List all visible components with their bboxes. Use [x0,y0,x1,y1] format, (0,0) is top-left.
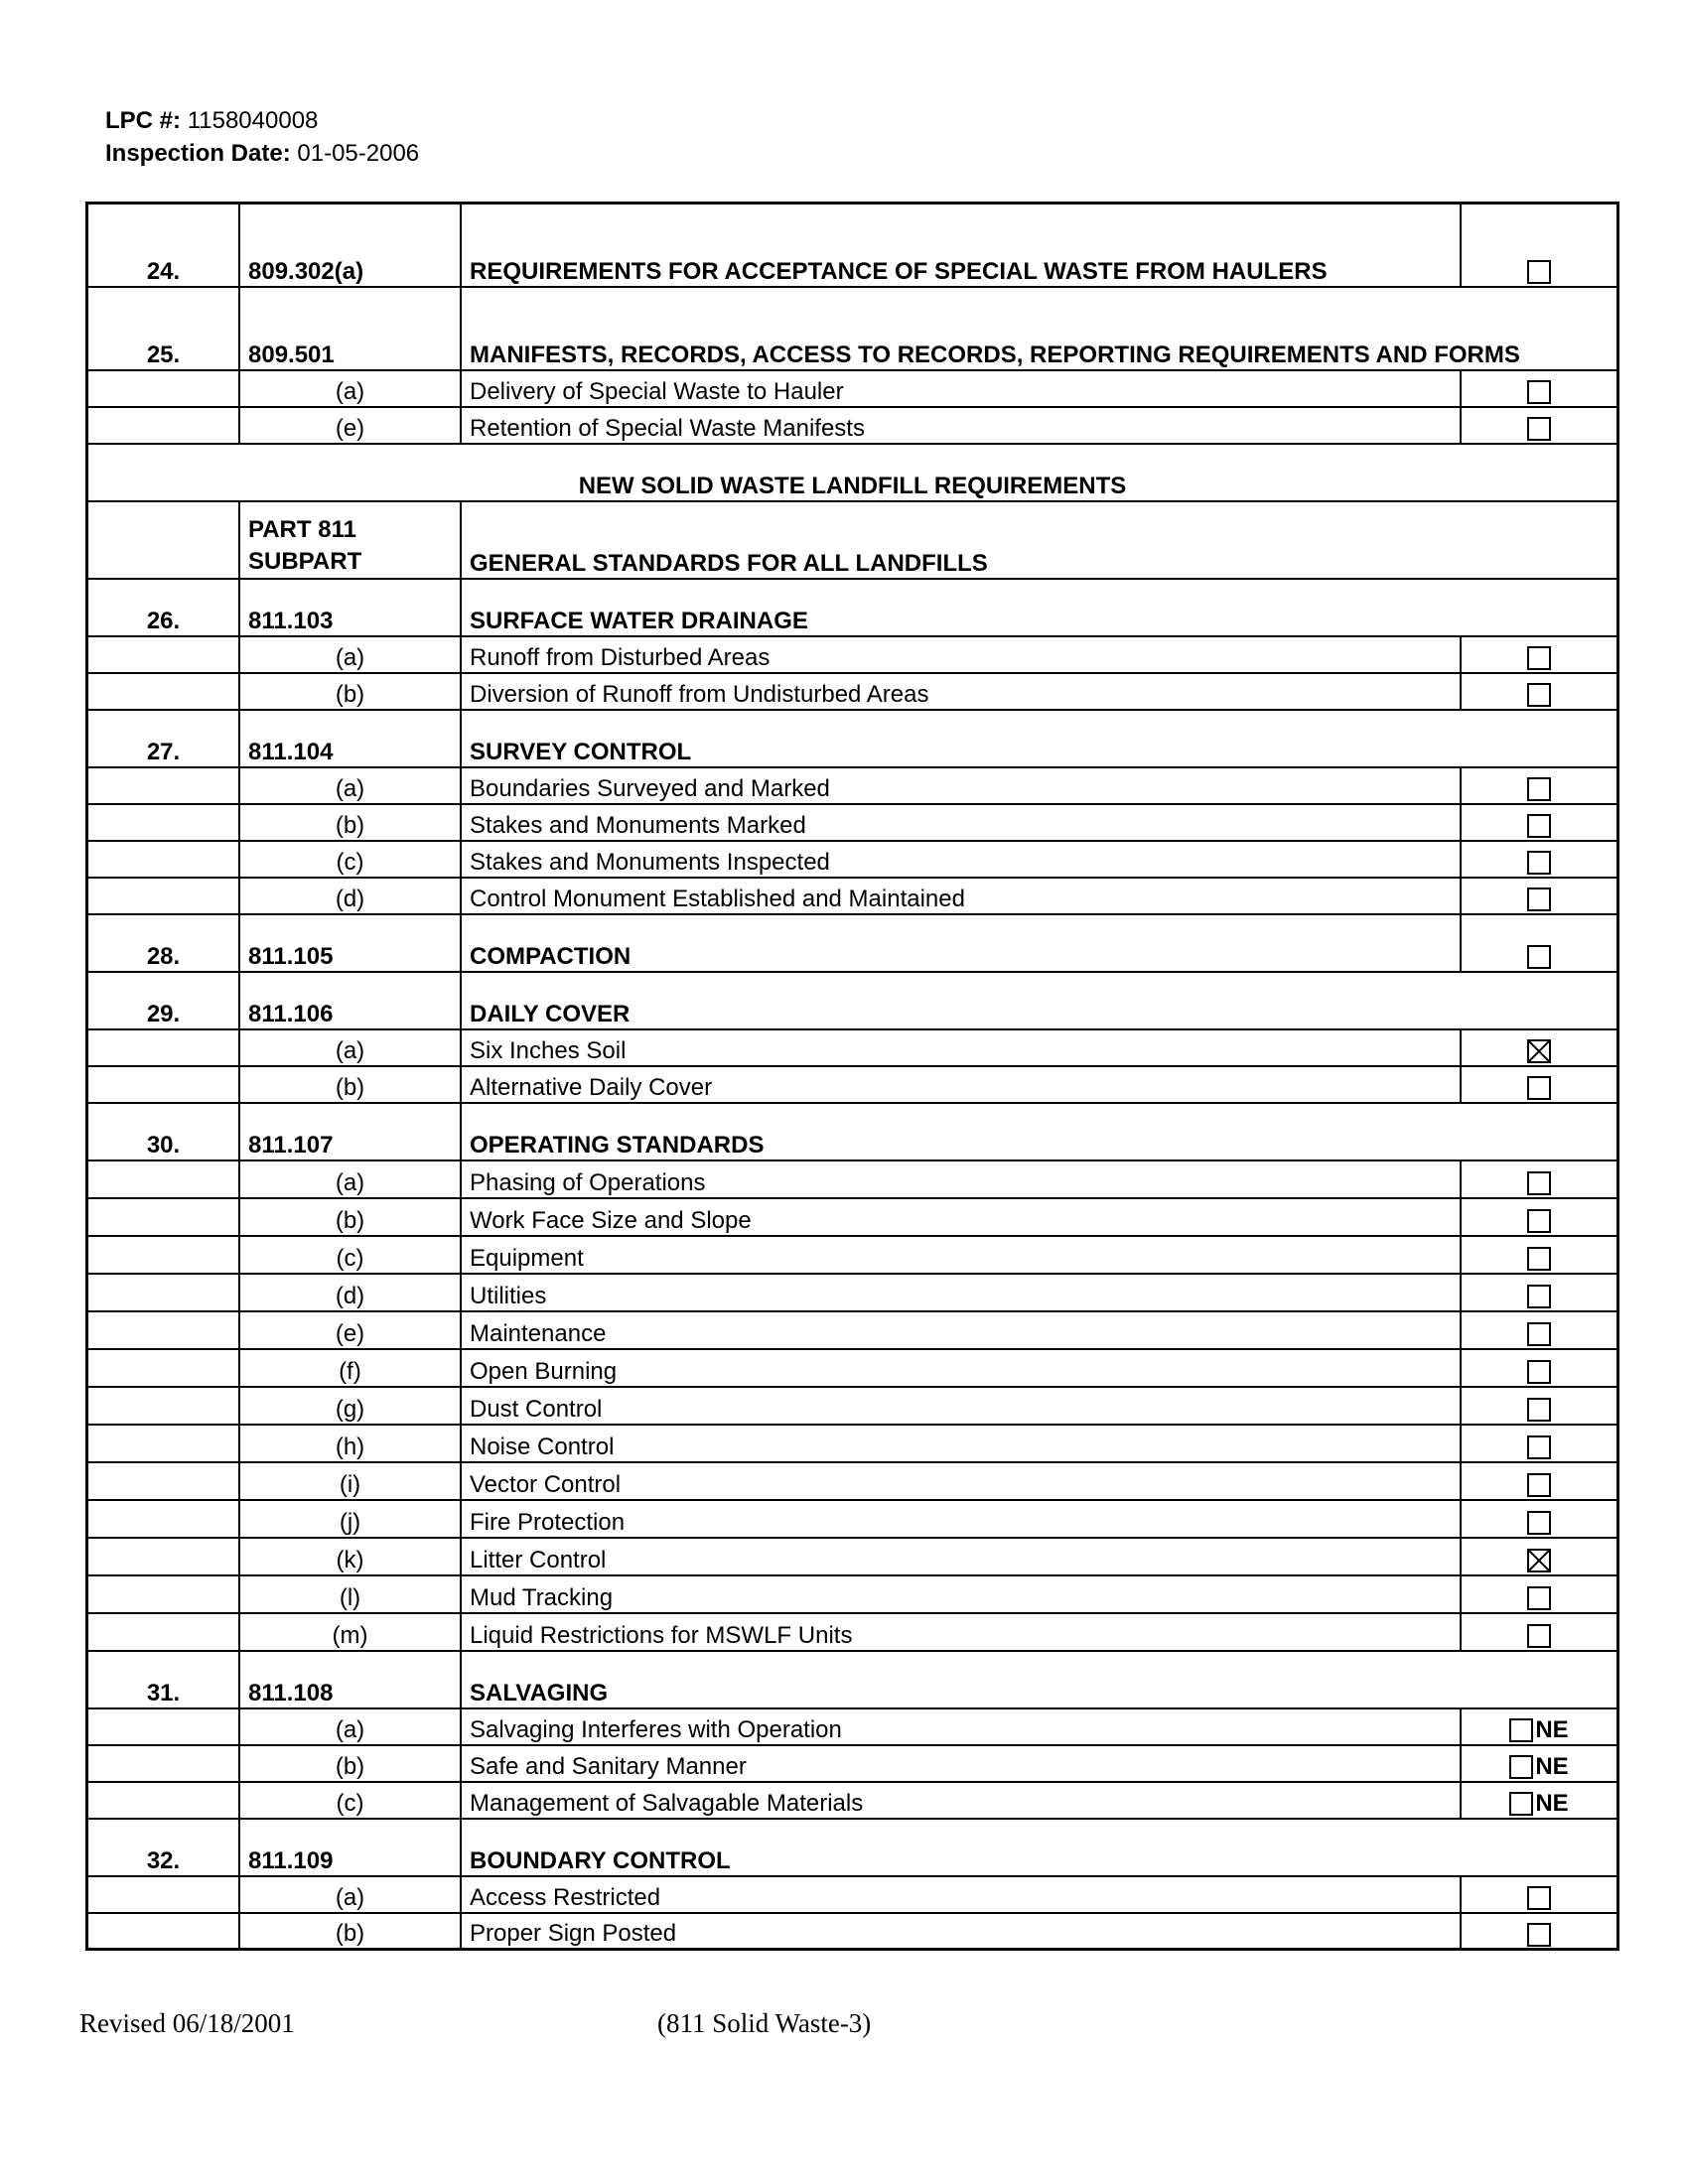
checkbox[interactable] [1527,1322,1551,1346]
inspection-date-line: Inspection Date: 01-05-2006 [105,140,420,167]
part-row: PART 811 SUBPART GENERAL STANDARDS FOR ALL LANDFILLS [87,501,1618,579]
checkbox[interactable] [1527,851,1551,875]
checkbox[interactable] [1527,646,1551,670]
checkbox[interactable] [1527,1076,1551,1100]
inspection-checklist-table [85,202,1619,1951]
item-row: (b) Safe and Sanitary Manner NE [87,1745,1618,1782]
checkbox[interactable] [1527,380,1551,404]
section-row-26: 26. 811.103 SURFACE WATER DRAINAGE [87,579,1618,636]
checkbox[interactable] [1509,1792,1533,1816]
checkbox[interactable] [1527,1586,1551,1610]
checked-checkbox[interactable] [1527,1549,1551,1572]
item-row: (a) Delivery of Special Waste to Hauler [87,370,1618,407]
section-row-29: 29. 811.106 DAILY COVER [87,972,1618,1029]
ne-label: NE [1535,1715,1569,1743]
section-row-30: 30. 811.107 OPERATING STANDARDS [87,1103,1618,1160]
item-row: (b) Proper Sign Posted [87,1913,1618,1950]
item-row: (c) Stakes and Monuments Inspected [87,841,1618,878]
item-row: (a) Phasing of Operations [87,1160,1618,1198]
lpc-line: LPC #: 1158040008 [105,107,319,134]
item-row: (a) Boundaries Surveyed and Marked [87,767,1618,804]
item-row: (c) Equipment [87,1236,1618,1274]
checkbox[interactable] [1527,1624,1551,1648]
ne-label: NE [1535,1789,1569,1817]
lpc-number: 1158040008 [187,107,319,134]
item-row: (a) Access Restricted [87,1876,1618,1913]
checkbox[interactable] [1527,945,1551,969]
banner-title: NEW SOLID WASTE LANDFILL REQUIREMENTS [87,444,1618,501]
item-row: (h) Noise Control [87,1425,1618,1462]
checkbox[interactable] [1527,1435,1551,1459]
page-label: (811 Solid Waste-3) [657,2008,872,2038]
checked-checkbox[interactable] [1527,1039,1551,1063]
inspection-date: 01-05-2006 [297,140,420,167]
item-row: (a) Six Inches Soil [87,1029,1618,1066]
checkbox[interactable] [1527,1285,1551,1308]
section-row-24: 24. 809.302(a) REQUIREMENTS FOR ACCEPTANCE OF SPECIAL WASTE FROM HAULERS [87,204,1618,287]
item-row: (i) Vector Control [87,1462,1618,1500]
checkbox[interactable] [1527,417,1551,441]
item-row: (b) Stakes and Monuments Marked [87,804,1618,841]
checkbox[interactable] [1527,683,1551,707]
checkbox[interactable] [1527,777,1551,801]
document-header [105,104,419,170]
checkbox[interactable] [1527,1511,1551,1535]
item-row: (g) Dust Control [87,1387,1618,1425]
item-row: (e) Retention of Special Waste Manifests [87,407,1618,444]
checkbox[interactable] [1527,814,1551,838]
checkbox[interactable] [1509,1718,1533,1742]
checkbox[interactable] [1527,1398,1551,1422]
item-row: (c) Management of Salvagable Materials NE [87,1782,1618,1819]
item-row: (m) Liquid Restrictions for MSWLF Units [87,1613,1618,1651]
item-row: (b) Diversion of Runoff from Undisturbed Areas [87,673,1618,710]
checkbox[interactable] [1527,1923,1551,1947]
item-row: (j) Fire Protection [87,1500,1618,1538]
item-row: (k) Litter Control [87,1538,1618,1575]
banner-row [87,444,1618,501]
section-row-32: 32. 811.109 BOUNDARY CONTROL [87,1819,1618,1876]
checkbox[interactable] [1527,1247,1551,1271]
section-row-27: 27. 811.104 SURVEY CONTROL [87,710,1618,767]
checkbox[interactable] [1527,1886,1551,1910]
item-row: (d) Control Monument Established and Maintained [87,878,1618,914]
item-row: (a) Salvaging Interferes with Operation NE [87,1708,1618,1745]
item-row: (f) Open Burning [87,1349,1618,1387]
item-row: (d) Utilities [87,1274,1618,1311]
checkbox[interactable] [1509,1755,1533,1779]
item-row: (e) Maintenance [87,1311,1618,1349]
section-row-31: 31. 811.108 SALVAGING [87,1651,1618,1708]
item-row: (l) Mud Tracking [87,1575,1618,1613]
item-row: (b) Alternative Daily Cover [87,1066,1618,1103]
ne-label: NE [1535,1752,1569,1780]
checkbox[interactable] [1527,1209,1551,1233]
checkbox[interactable] [1527,260,1551,284]
checkbox[interactable] [1527,1473,1551,1497]
section-row-28: 28. 811.105 COMPACTION [87,914,1618,972]
checkbox[interactable] [1527,1171,1551,1195]
section-row-25: 25. 809.501 MANIFESTS, RECORDS, ACCESS TO RECORDS, REPORTING REQUIREMENTS AND FORMS [87,287,1618,370]
checkbox[interactable] [1527,1360,1551,1384]
revised-date: Revised 06/18/2001 [79,2008,295,2038]
item-row: (a) Runoff from Disturbed Areas [87,636,1618,673]
item-row: (b) Work Face Size and Slope [87,1198,1618,1236]
checkbox[interactable] [1527,887,1551,911]
